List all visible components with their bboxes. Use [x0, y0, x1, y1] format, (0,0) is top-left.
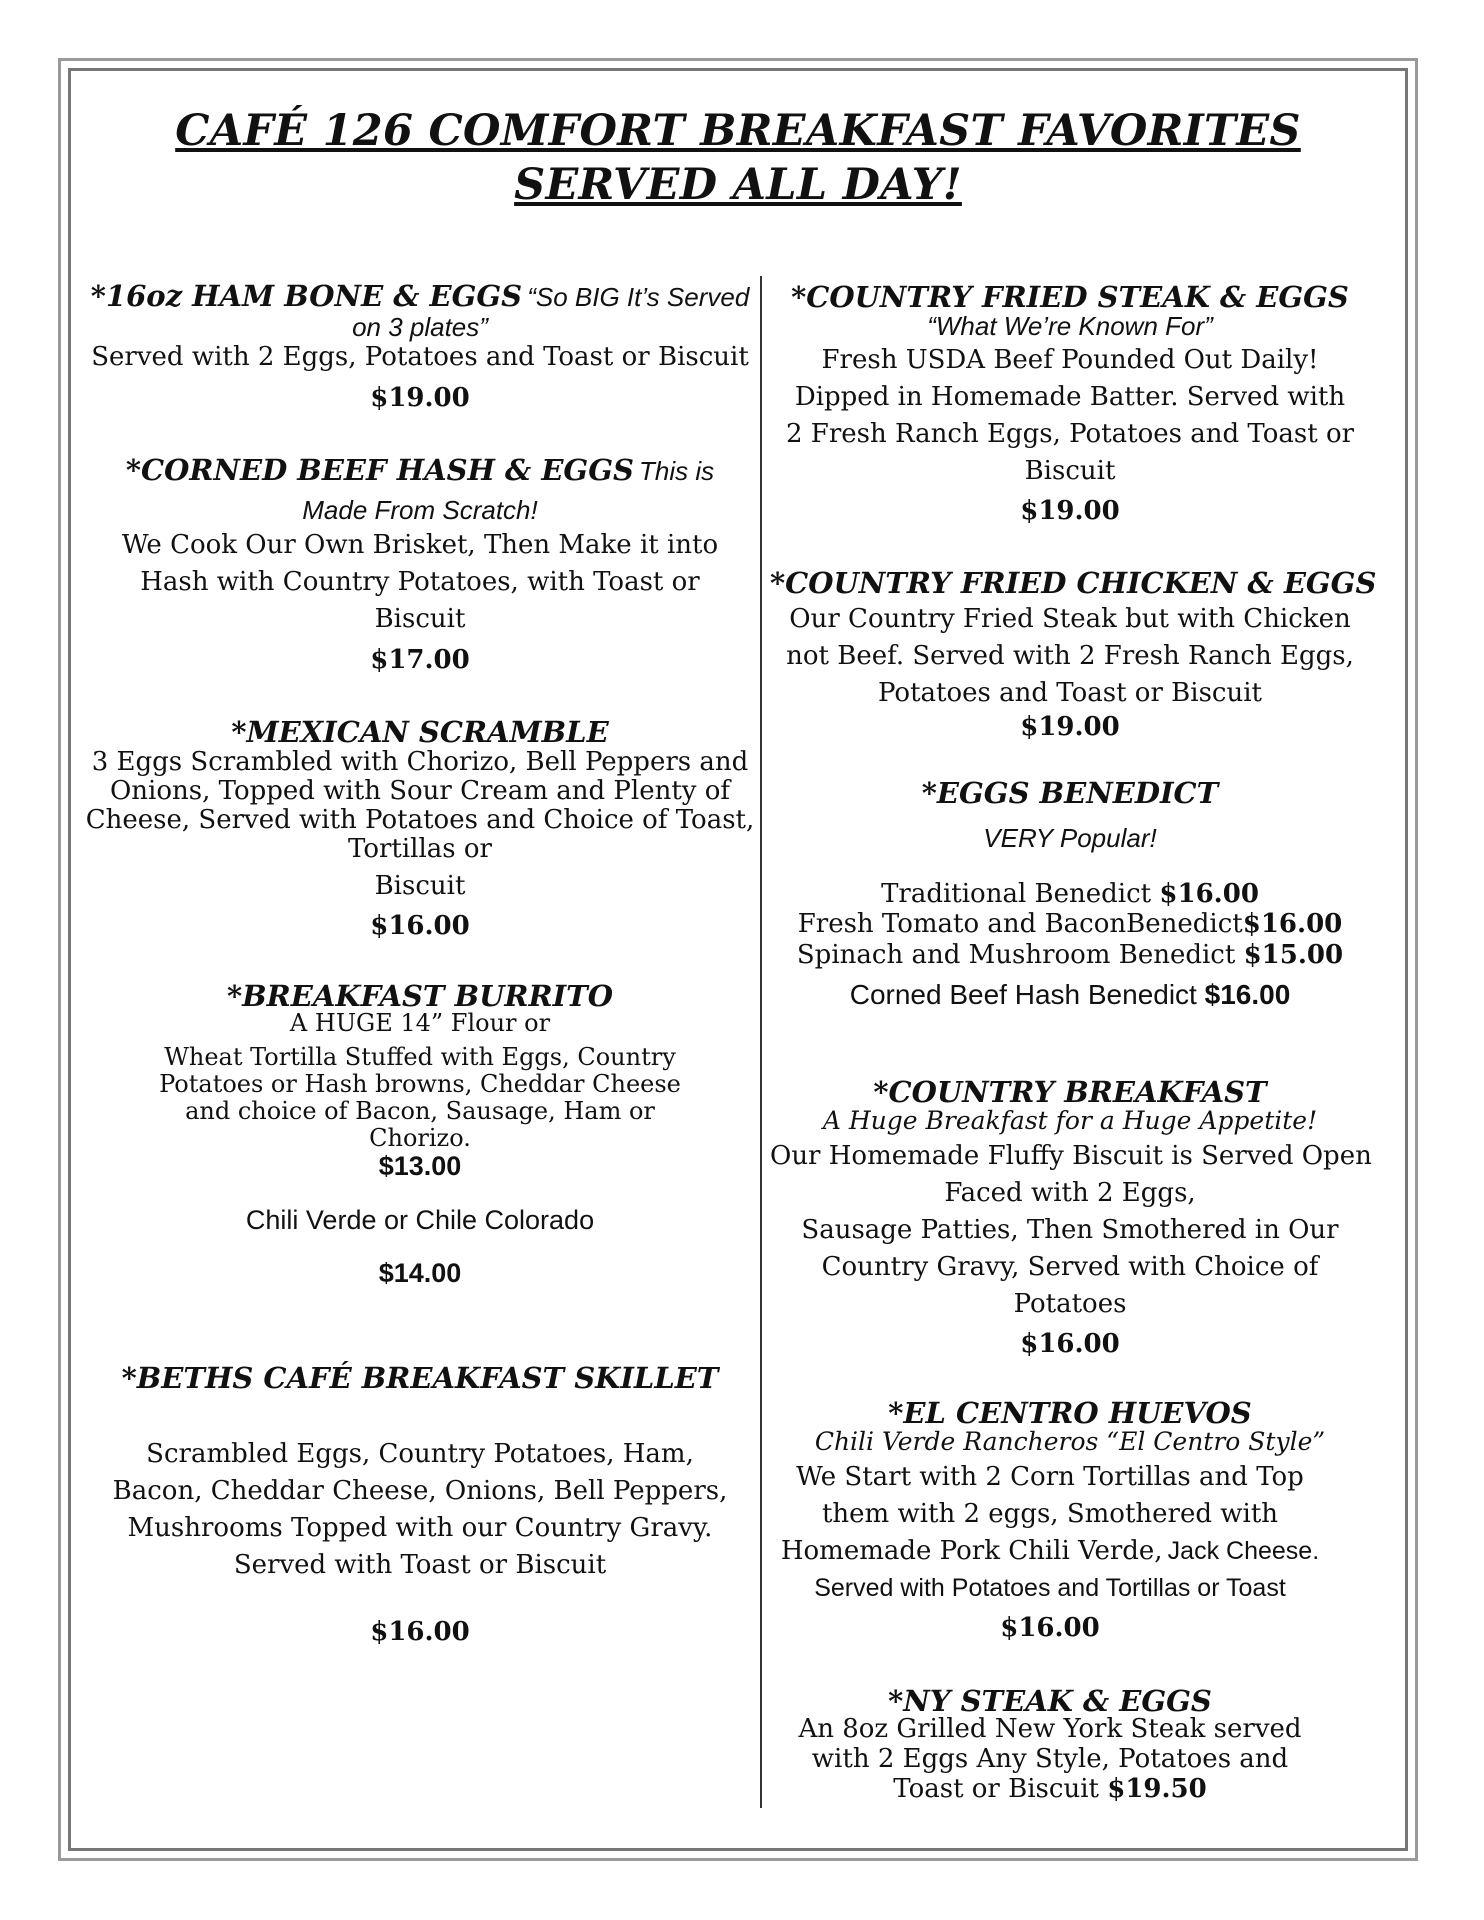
item-mexican-scramble-desc-5: Biscuit: [374, 871, 466, 901]
benedict-option-tomato-bacon-label: Fresh Tomato and BaconBenedict: [797, 909, 1243, 939]
item-burrito-option-price: $14.00: [378, 1258, 462, 1288]
item-corned-beef-tagline-cont: Made From Scratch!: [302, 495, 538, 525]
item-corned-beef-price: $17.00: [370, 645, 470, 675]
benedict-option-traditional-price: $16.00: [1159, 879, 1259, 909]
item-burrito-desc-5: Chorizo.: [369, 1124, 471, 1152]
item-corned-beef-name: *CORNED BEEF HASH & EGGS: [125, 453, 634, 487]
item-cf-steak-desc-1: Fresh USDA Beef Pounded Out Daily!: [821, 345, 1319, 375]
item-ham-bone-tagline-cont: on 3 plates”: [352, 312, 488, 342]
item-burrito-desc-2: Wheat Tortilla Stuffed with Eggs, Country: [164, 1043, 676, 1071]
item-corned-beef-desc-3: Biscuit: [374, 604, 466, 634]
benedict-option-spinach-mushroom: [770, 938, 1370, 972]
item-mexican-scramble-desc-3: Cheese, Served with Potatoes and Choice of Toast,: [85, 805, 755, 835]
item-corned-beef-desc-2: Hash with Country Potatoes, with Toast or: [140, 567, 700, 597]
item-cf-steak-name: *COUNTRY FRIED STEAK & EGGS: [791, 280, 1349, 314]
item-huevos-desc-3: [770, 1533, 1330, 1572]
item-ny-steak-desc-3: [770, 1774, 1330, 1804]
item-burrito-desc-1: A HUGE 14” Flour or: [289, 1009, 551, 1037]
item-ny-steak-desc-3-text: Toast or Biscuit: [893, 1774, 1099, 1804]
item-huevos-desc-3a: Homemade Pork Chili Verde,: [780, 1536, 1163, 1566]
item-cf-steak-desc-4: Biscuit: [1024, 456, 1116, 486]
item-huevos-price: $16.00: [1000, 1613, 1100, 1643]
item-skillet-desc-2: Bacon, Cheddar Cheese, Onions, Bell Peppers,: [112, 1476, 728, 1506]
item-mexican-scramble-desc-4: Tortillas or: [348, 834, 492, 864]
item-cf-steak-price: $19.00: [1020, 496, 1120, 526]
item-cf-steak-desc-2: Dipped in Homemade Batter. Served with: [794, 382, 1346, 412]
benedict-option-corned-beef: [770, 977, 1370, 1013]
item-cf-chicken-desc-2: not Beef. Served with 2 Fresh Ranch Eggs,: [786, 641, 1354, 671]
item-ny-steak-name: *NY STEAK & EGGS: [888, 1684, 1212, 1718]
benedict-option-tomato-bacon: [770, 907, 1370, 941]
item-cf-chicken-price: $19.00: [1020, 712, 1120, 742]
item-corned-beef-desc-1: We Cook Our Own Brisket, Then Make it into: [121, 530, 719, 560]
item-benedict-tagline: VERY Popular!: [983, 823, 1157, 853]
benedict-option-corned-beef-label: Corned Beef Hash Benedict: [849, 979, 1197, 1010]
item-mexican-scramble-name: *MEXICAN SCRAMBLE: [231, 715, 609, 749]
item-burrito-desc-4: and choice of Bacon, Sausage, Ham or: [185, 1097, 655, 1125]
item-skillet-price: $16.00: [370, 1617, 470, 1647]
item-ny-steak-desc-1: An 8oz Grilled New York Steak served: [798, 1714, 1302, 1744]
item-cf-chicken-desc-1: Our Country Fried Steak but with Chicken: [789, 604, 1351, 634]
item-corned-beef-tagline: This is: [639, 456, 715, 486]
item-country-breakfast-price: $16.00: [1020, 1329, 1120, 1359]
menu-title-line2: SERVED ALL DAY!: [514, 160, 962, 210]
item-mexican-scramble-desc-2: Onions, Topped with Sour Cream and Plenty of: [109, 776, 731, 806]
item-corned-beef-heading: [80, 451, 760, 494]
item-mexican-scramble-desc-1: 3 Eggs Scrambled with Chorizo, Bell Peppers and: [91, 747, 749, 777]
item-skillet-desc-1: Scrambled Eggs, Country Potatoes, Ham,: [146, 1439, 694, 1469]
item-country-breakfast-tagline: A Huge Breakfast for a Huge Appetite!: [822, 1106, 1318, 1135]
item-burrito-name: *BREAKFAST BURRITO: [226, 979, 613, 1013]
benedict-option-tomato-bacon-price: $16.00: [1242, 909, 1343, 939]
item-cf-chicken-name: *COUNTRY FRIED CHICKEN & EGGS: [770, 566, 1377, 600]
item-mexican-scramble-price: $16.00: [370, 911, 470, 941]
item-ny-steak-price: $19.50: [1107, 1774, 1207, 1804]
column-divider: [760, 276, 762, 1808]
item-huevos-tagline: Chili Verde Rancheros “El Centro Style”: [814, 1427, 1326, 1456]
item-ny-steak-desc-2: with 2 Eggs Any Style, Potatoes and: [811, 1744, 1289, 1774]
item-skillet-desc-4: Served with Toast or Biscuit: [233, 1550, 607, 1580]
item-country-breakfast-desc-2: Faced with 2 Eggs,: [944, 1178, 1196, 1208]
item-country-breakfast-desc-5: Potatoes: [1013, 1289, 1127, 1319]
item-country-breakfast-desc-1: Our Homemade Fluffy Biscuit is Served Open: [770, 1141, 1372, 1171]
item-huevos-desc-3b: Jack Cheese.: [1167, 1537, 1320, 1565]
benedict-option-corned-beef-price: $16.00: [1204, 979, 1291, 1010]
item-huevos-desc-2: them with 2 eggs, Smothered with: [821, 1499, 1279, 1529]
item-country-breakfast-desc-3: Sausage Patties, Then Smothered in Our: [801, 1215, 1339, 1245]
item-burrito-price: $13.00: [378, 1151, 462, 1181]
item-country-breakfast-desc-4: Country Gravy, Served with Choice of: [821, 1252, 1319, 1282]
item-ham-bone-name: *16oz HAM BONE & EGGS: [90, 279, 523, 313]
benedict-option-traditional-label: Traditional Benedict: [881, 879, 1152, 909]
item-skillet-desc-3: Mushrooms Topped with our Country Gravy.: [127, 1513, 713, 1543]
item-huevos-desc-1: We Start with 2 Corn Tortillas and Top: [796, 1462, 1304, 1492]
item-cf-steak-tagline: “What We’re Known For”: [927, 311, 1213, 341]
item-skillet-name: *BETHS CAFÉ BREAKFAST SKILLET: [121, 1361, 719, 1395]
menu-title-line1: CAFÉ 126 COMFORT BREAKFAST FAVORITES: [175, 106, 1301, 156]
benedict-option-spinach-mushroom-label: Spinach and Mushroom Benedict: [796, 940, 1236, 970]
item-country-breakfast-name: *COUNTRY BREAKFAST: [873, 1075, 1267, 1109]
item-cf-steak-desc-3: 2 Fresh Ranch Eggs, Potatoes and Toast or: [785, 419, 1355, 449]
item-cf-chicken-desc-3: Potatoes and Toast or Biscuit: [877, 678, 1262, 708]
item-burrito-option: Chili Verde or Chile Colorado: [245, 1205, 595, 1235]
item-huevos-desc-4: Served with Potatoes and Tortillas or Toast: [814, 1574, 1286, 1602]
item-benedict-name: *EGGS BENEDICT: [921, 776, 1219, 810]
item-burrito-desc-3: Potatoes or Hash browns, Cheddar Cheese: [159, 1070, 681, 1098]
benedict-option-spinach-mushroom-price: $15.00: [1243, 940, 1344, 970]
item-huevos-name: *EL CENTRO HUEVOS: [888, 1396, 1252, 1430]
item-ham-bone-tagline: “So BIG It’s Served: [527, 282, 750, 312]
item-ham-bone-description: Served with 2 Eggs, Potatoes and Toast or Biscuit: [91, 342, 749, 372]
item-ham-bone-price: $19.00: [370, 383, 470, 413]
